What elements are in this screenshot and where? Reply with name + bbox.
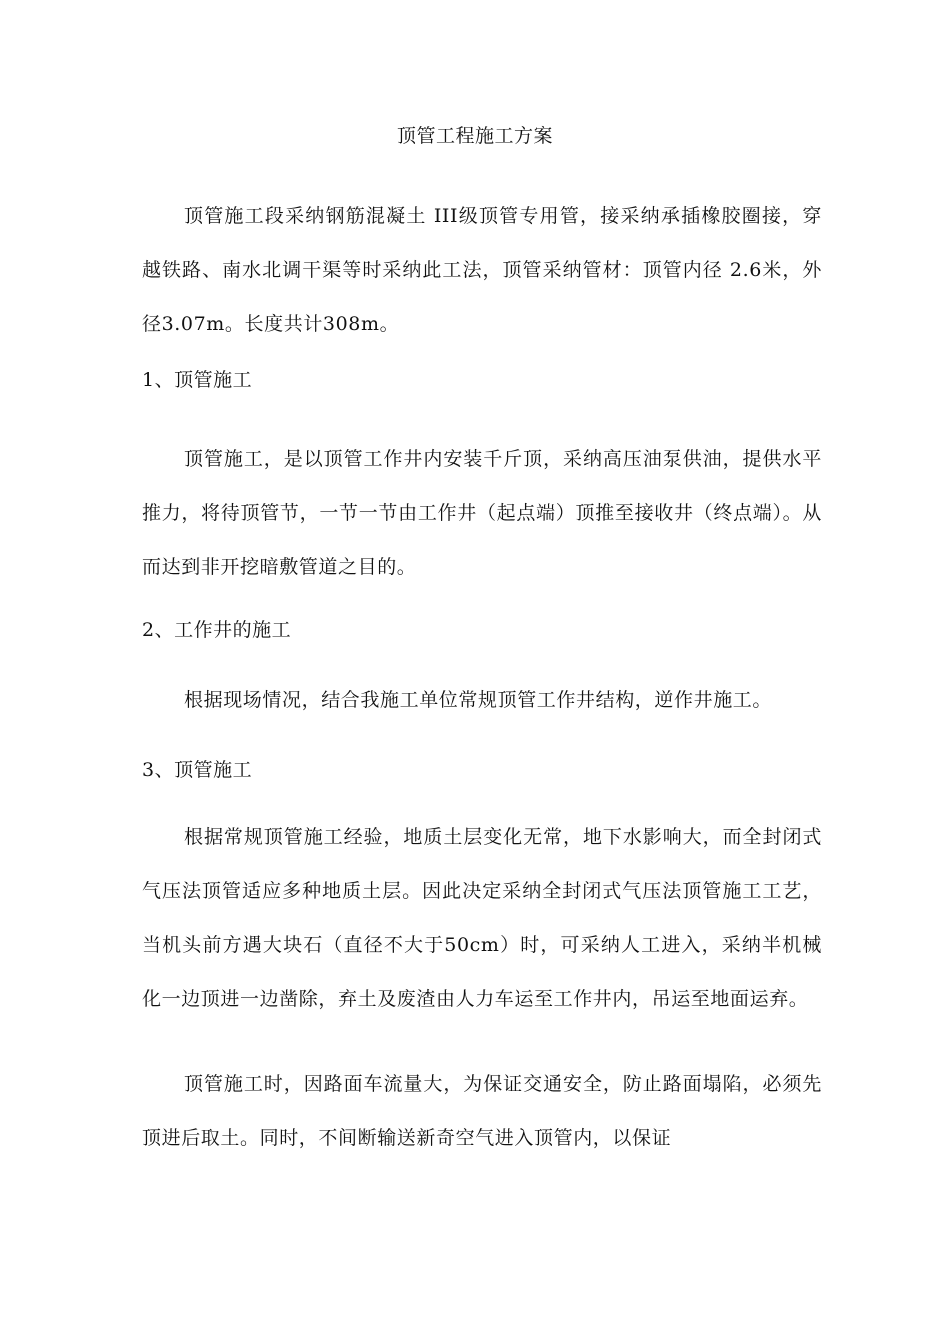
section-3-paragraph-1: 根据常规顶管施工经验，地质土层变化无常，地下水影响大，而全封闭式气压法顶管适应多种地质土层。因此决定采纳全封闭式气压法顶管施工工艺，当机头前方遇大块石（直径不大于50cm）时，可采纳人工进入，采纳半机械化一边顶进一边凿除，弃土及废渣由人力车运至工作井内，吊运至地面运弃。: [142, 826, 822, 1010]
document-title: 顶管工程施工方案: [396, 125, 553, 147]
section-2-paragraph: 根据现场情况，结合我施工单位常规顶管工作井结构，逆作井施工。: [184, 689, 773, 711]
section-heading-2: 2、工作井的施工: [142, 619, 292, 641]
section-1-paragraph: 顶管施工，是以顶管工作井内安装千斤顶，采纳高压油泵供油，提供水平推力，将待顶管节，一节一节由工作井（起点端）顶推至接收井（终点端）。从而达到非开挖暗敷管道之目的。: [142, 448, 822, 578]
section-heading-3: 3、顶管施工: [142, 759, 253, 781]
section-3-paragraph-2: 顶管施工时，因路面车流量大，为保证交通安全，防止路面塌陷，必须先顶进后取土。同时，不间断输送新奇空气进入顶管内，以保证: [142, 1073, 822, 1149]
intro-paragraph: 顶管施工段采纳钢筋混凝土 III级顶管专用管，接采纳承插橡胶圈接，穿越铁路、南水北调干渠等时采纳此工法，顶管采纳管材：顶管内径 2.6米，外径3.07m。长度共计308m。: [142, 205, 822, 335]
section-heading-1: 1、顶管施工: [142, 369, 253, 391]
